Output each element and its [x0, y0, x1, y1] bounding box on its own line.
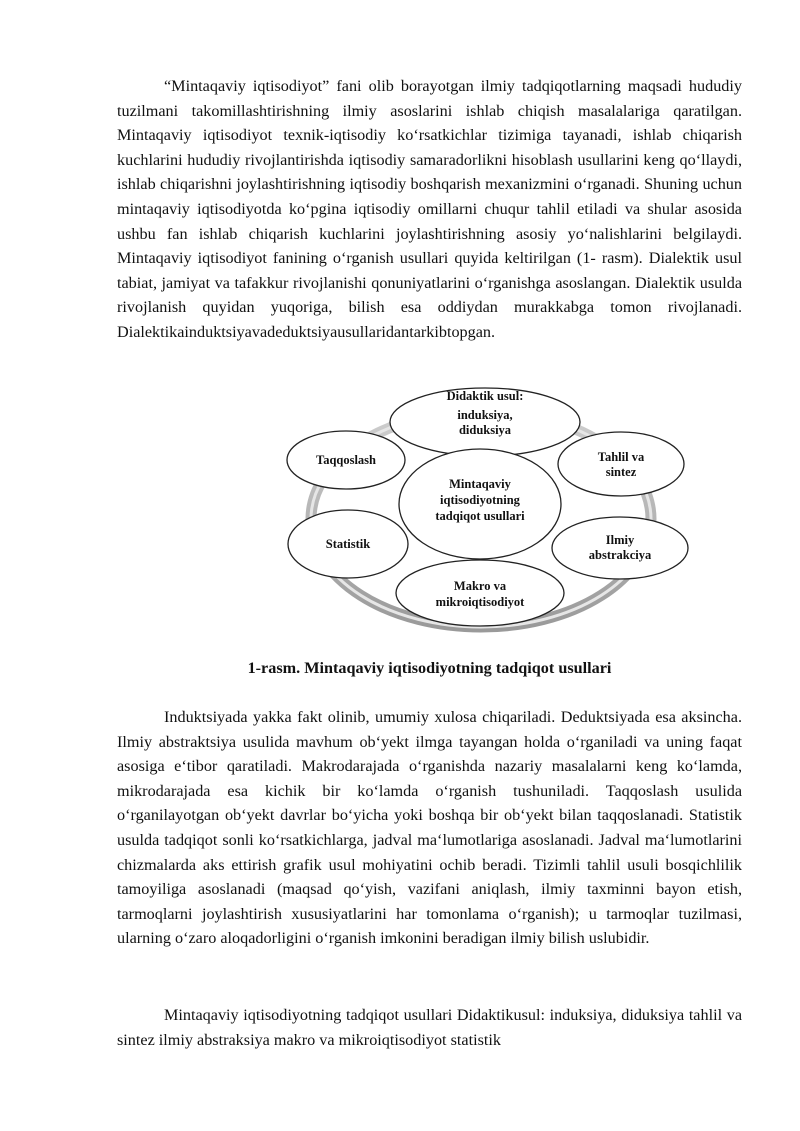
figure-caption: 1-rasm. Mintaqaviy iqtisodiyotning tadqiqot usullari	[247, 659, 612, 677]
node-tahlil-line-1: Tahlil va	[597, 450, 645, 464]
node-taqqoslash	[287, 431, 405, 489]
center-line-1: Mintaqaviy	[449, 477, 511, 491]
node-ilmiy-line-1: Ilmiy	[605, 533, 635, 547]
node-tahlil-line-2: sintez	[605, 465, 637, 479]
node-tahlil-va-sintez	[558, 432, 684, 496]
node-statistik	[288, 510, 408, 578]
node-didaktik-line-1: Didaktik usul:	[446, 389, 524, 403]
node-makro-line-1: Makro va	[453, 579, 507, 593]
node-taqqoslash-label: Taqqoslash	[316, 453, 376, 467]
center-line-3: tadqiqot usullari	[435, 509, 525, 523]
node-ilmiy-abstrakciya	[552, 517, 688, 579]
center-line-2: iqtisodiyotning	[440, 493, 520, 507]
node-didaktik-line-3: diduksiya	[458, 423, 512, 437]
node-didaktik-line-2: induksiya,	[457, 408, 513, 422]
paragraph-summary: Mintaqaviy iqtisodiyotning tadqiqot usullari Didaktikusul: induksiya, diduksiya tahlil va sintez ilmiy abstraksiya makro va mikroiqtisodiyot statistik	[117, 1006, 742, 1049]
node-center	[399, 449, 561, 559]
node-makro-mikro	[396, 560, 564, 626]
node-makro-line-2: mikroiqtisodiyot	[435, 595, 525, 609]
node-statistik-label: Statistik	[325, 537, 371, 551]
node-didaktik-usul	[390, 388, 580, 456]
paragraph-methods: Induktsiyada yakka fakt olinib, umumiy xulosa chiqariladi. Deduktsiyada esa aksincha. Ilmiy abstraktsiya usulida mavhum ob‘yekt ilmga tayangan holda o‘rganiladi va uning faqat asosiga e‘tibor qaratiladi. Makrodarajada o‘rganishda nazariy masalalarni keng ko‘lamda, mikrodarajada esa kichik bir ko‘lamda o‘rganish tushuniladi. Taqqoslash usulida o‘rganilayotgan ob‘yekt davrlar bo‘yicha yoki boshqa bir ob‘yekt bilan taqqoslanadi. Statistik usulda tadqiqot sonli ko‘rsatkichlarga, jadval ma‘lumotlariga asoslanadi. Jadval ma‘lumotlarini chizmalarda aks ettirish grafik usul mohiyatini ochib beradi. Tizimli tahlil usuli bosqichlilik tamoyiliga asoslanadi (maqsad qo‘yish, vazifani aniqlash, ilmiy taxminni bayon etish, tarmoqlarni joylashtirish xususiyatlarini har tomonlama o‘rganish); u tarmoqlar tuzilmasi, ularning o‘zaro aloqadorligini o‘rganish imkonini beradigan ilmiy bilish uslubidir.	[117, 708, 742, 948]
methods-diagram	[280, 382, 700, 652]
paragraph-intro: “Mintaqaviy iqtisodiyot” fani olib borayotgan ilmiy tadqiqotlarning maqsadi hududiy tuzilmani takomillashtirishning ilmiy asoslarini ishlab chiqish masalalariga qaratilgan. Mintaqaviy iqtisodiyot texnik-iqtisodiy ko‘rsatkichlar tizimiga tayanadi, ishlab chiqarish kuchlarini hududiy rivojlantirishda iqtisodiy samaradorlikni hisoblash usullarini keng qo‘llaydi, ishlab chiqarishni joylashtirishning iqtisodiy boshqarish mexanizmini o‘rganadi. Shuning uchun mintaqaviy iqtisodiyotda ko‘pgina iqtisodiy omillarni chuqur tahlil etiladi va shular asosida ushbu fan ishlab chiqarish kuchlarini joylashtirishning asosiy yo‘nalishlarini belgilaydi. Mintaqaviy iqtisodiyot fanining o‘rganish usullari quyida keltirilgan (1- rasm). Dialektik usul tabiat, jamiyat va tafakkur rivojlanishi qonuniyatlarini o‘rganishga asoslangan. Dialektik usulda rivojlanish quyidan yuqoriga, bilish esa oddiydan murakkabga tomon rivojlanadi. Dialektikainduktsiyavadeduktsiyausullaridantarkibtopgan.	[117, 77, 742, 341]
node-ilmiy-line-2: abstrakciya	[588, 548, 652, 562]
